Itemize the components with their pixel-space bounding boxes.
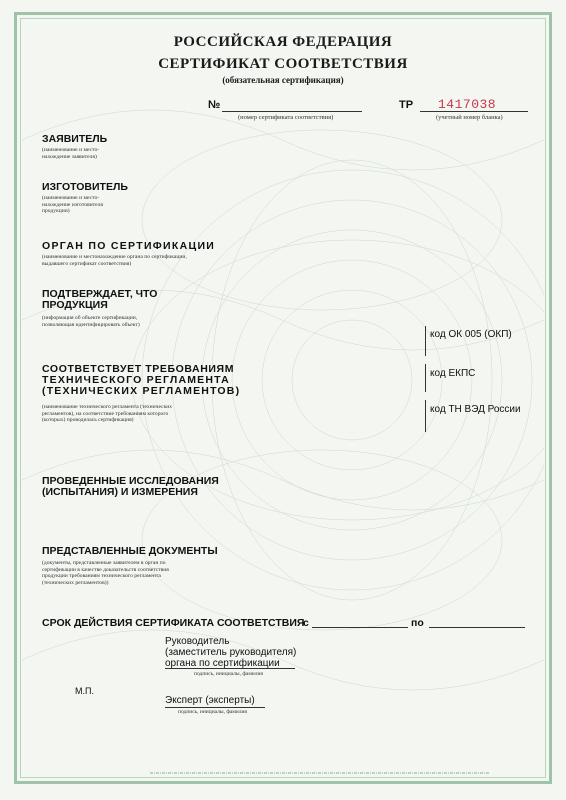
footer-microtext: [150, 770, 490, 776]
stamp-place-label: М.П.: [75, 686, 94, 696]
ekps-code-label: код ЕКПС: [430, 368, 476, 379]
documents-label: ПРЕДСТАВЛЕННЫЕ ДОКУМЕНТЫ: [42, 545, 218, 557]
blank-number: 1417038: [438, 97, 497, 112]
okp-code-divider: [425, 326, 426, 356]
validity-from-line: [312, 627, 408, 628]
head-signature-line: [165, 668, 295, 669]
certification-body-label: ОРГАН ПО СЕРТИФИКАЦИИ: [42, 240, 216, 252]
manufacturer-hint: (наименование и место- нахождение изготовителя продукции): [42, 195, 103, 215]
tr-label: ТР: [399, 99, 414, 111]
product-label: ПОДТВЕРЖДАЕТ, ЧТО ПРОДУКЦИЯ: [42, 288, 158, 311]
certification-body-hint: (наименование и местонахождение органа по сертификации, выдавшего сертификат соответствия): [42, 254, 187, 267]
validity-label: СРОК ДЕЙСТВИЯ СЕРТИФИКАТА СООТВЕТСТВИЯ: [42, 617, 305, 629]
compliance-label: СООТВЕТСТВУЕТ ТРЕБОВАНИЯМ ТЕХНИЧЕСКОГО РЕГЛАМЕНТА (ТЕХНИЧЕСКИХ РЕГЛАМЕНТОВ): [42, 363, 241, 397]
product-hint: (информация об объекте сертификации, позволяющая идентифицировать объект): [42, 315, 140, 328]
blank-number-line: [420, 111, 528, 112]
validity-to-line: [429, 627, 525, 628]
manufacturer-label: ИЗГОТОВИТЕЛЬ: [42, 181, 128, 193]
ekps-code-divider: [425, 364, 426, 392]
expert-signature-hint: подпись, инициалы, фамилия: [178, 709, 247, 715]
okp-code-label: код ОК 005 (ОКП): [430, 329, 512, 340]
documents-hint: (документы, представленные заявителем в орган по сертификации в качестве доказательств соответствия продукции требованиям технического регламента (технических регламентов)): [42, 560, 169, 586]
number-line: [222, 111, 362, 112]
expert-signature-line: [165, 707, 265, 708]
number-sign: №: [208, 99, 221, 111]
research-label: ПРОВЕДЕННЫЕ ИССЛЕДОВАНИЯ (ИСПЫТАНИЯ) И ИЗМЕРЕНИЯ: [42, 475, 219, 498]
country-title: РОССИЙСКАЯ ФЕДЕРАЦИЯ: [173, 34, 393, 50]
head-signature-label: Руководитель (заместитель руководителя) органа по сертификации: [165, 636, 297, 669]
tnved-code-label: код ТН ВЭД России: [430, 404, 521, 415]
certificate-subtitle: (обязательная сертификация): [222, 75, 344, 85]
validity-from-label: с: [303, 617, 309, 629]
head-signature-hint: подпись, инициалы, фамилия: [194, 671, 263, 677]
tnved-code-divider: [425, 400, 426, 432]
applicant-label: ЗАЯВИТЕЛЬ: [42, 133, 108, 145]
certificate-title: СЕРТИФИКАТ СООТВЕТСТВИЯ: [158, 56, 408, 72]
blank-number-hint: (учетный номер бланка): [436, 114, 503, 121]
compliance-hint: (наименование технического регламента (технических регламентов), на соответствие требованиям которого (которых) проводилась сертификация): [42, 404, 173, 424]
number-hint: (номер сертификата соответствия): [238, 114, 334, 121]
applicant-hint: (наименование и место- нахождение заявителя): [42, 147, 100, 160]
validity-to-label: по: [411, 617, 424, 629]
expert-signature-label: Эксперт (эксперты): [165, 695, 255, 706]
